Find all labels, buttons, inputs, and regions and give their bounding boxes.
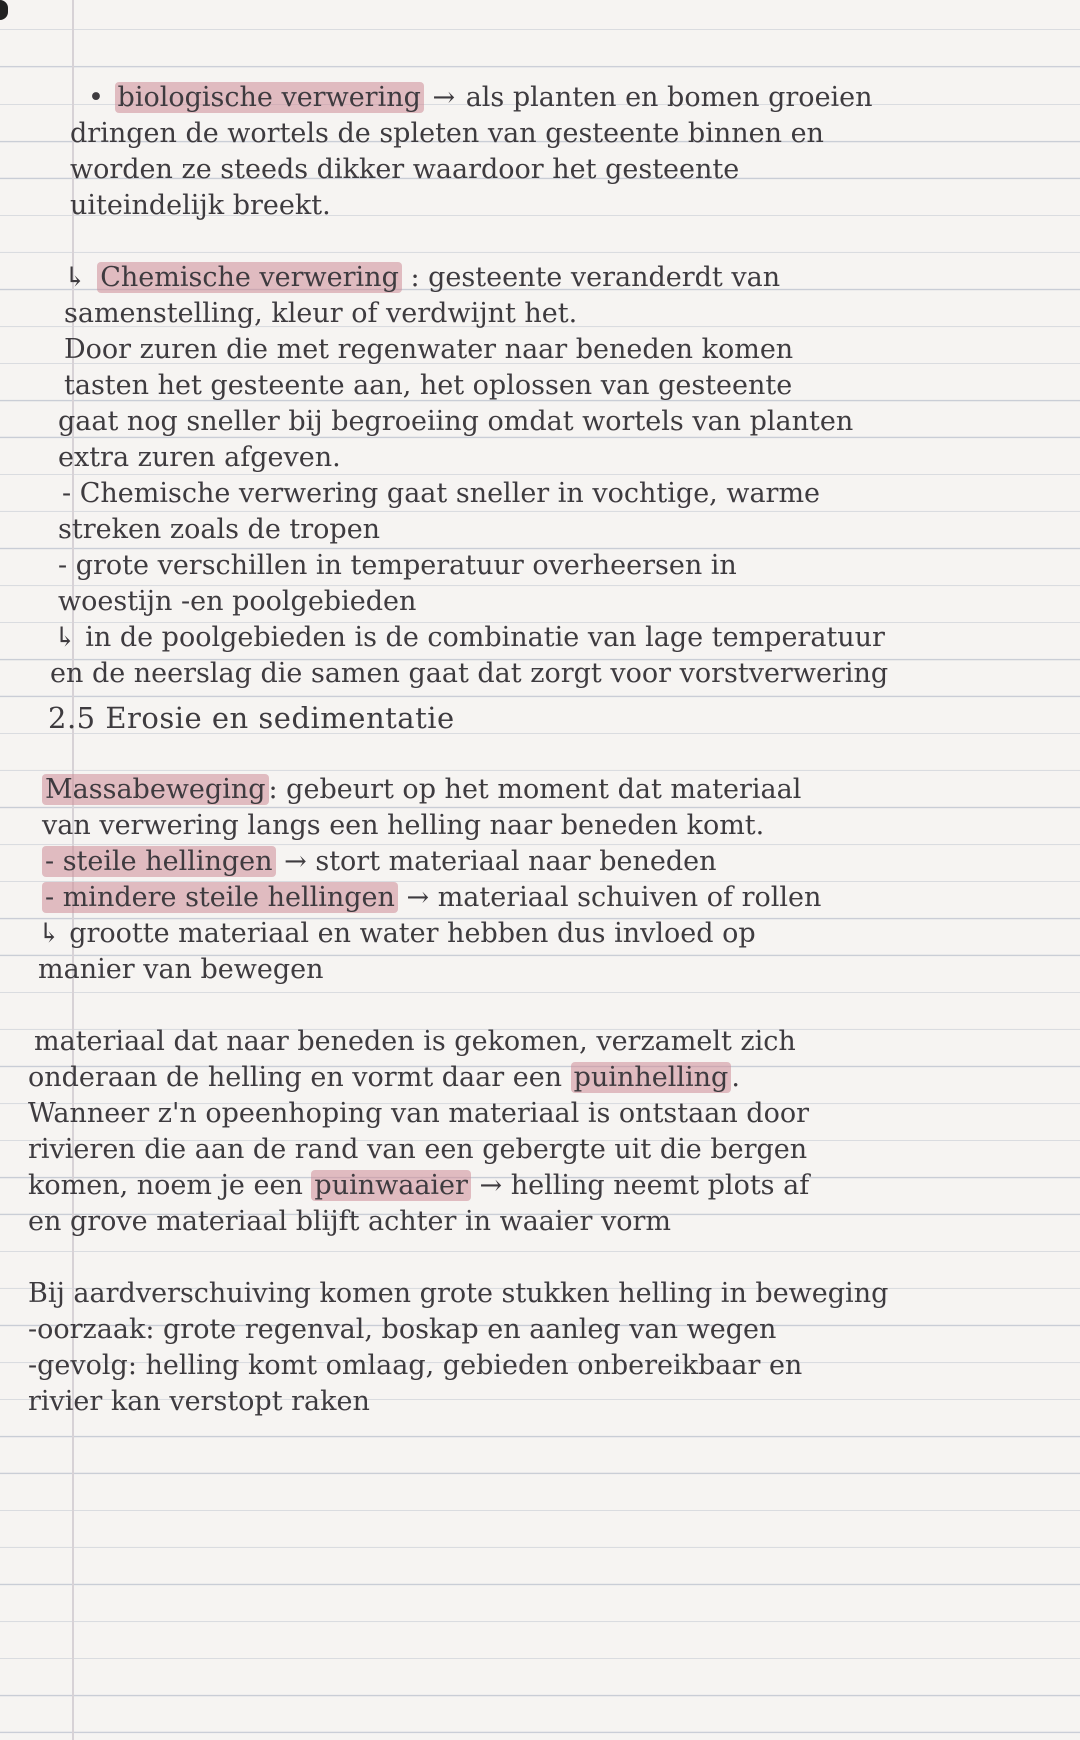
chem-line-8: streken zoals de tropen <box>58 514 381 545</box>
term-chemische-verwering: Chemische verwering <box>97 262 402 293</box>
chem-line-12: en de neerslag die samen gaat dat zorgt voor vorstverwering <box>50 658 889 689</box>
bullet-icon: • <box>88 82 104 113</box>
debris-line-2-text: onderaan de helling en vormt daar een <box>28 1062 571 1093</box>
debris-line-2-end: . <box>731 1062 740 1093</box>
landslide-line-2: -oorzaak: grote regenval, boskap en aanleg van wegen <box>28 1314 777 1345</box>
binder-hole-mark <box>0 0 8 20</box>
bio-line-2: dringen de wortels de spleten van gesteente binnen en <box>70 118 824 149</box>
term-steile-hellingen: - steile hellingen <box>42 846 276 877</box>
bio-line-3: worden ze steeds dikker waardoor het gesteente <box>70 154 740 185</box>
chem-line-4: tasten het gesteente aan, het oplossen van gesteente <box>64 370 793 401</box>
arrow-return-icon: ↳ <box>64 262 87 293</box>
debris-line-5-text: komen, noem je een <box>28 1170 312 1201</box>
mass-line-4 <box>28 880 1058 916</box>
bio-line-1 <box>28 80 1058 116</box>
landslide-line-3: -gevolg: helling komt omlaag, gebieden onbereikbaar en <box>28 1350 803 1381</box>
chem-line-11: ↳ in de poolgebieden is de combinatie van lage temperatuur <box>54 622 885 653</box>
chem-line-1-text: : gesteente veranderdt van <box>410 262 781 293</box>
mass-line-1-text: : gebeurt op het moment dat materiaal <box>268 774 802 805</box>
term-puinhelling: puinhelling <box>571 1062 732 1093</box>
spacer <box>28 224 1058 260</box>
bio-line-4: uiteindelijk breekt. <box>70 190 331 221</box>
chem-line-1 <box>28 260 1058 296</box>
spacer <box>28 988 1058 1024</box>
mass-line-1 <box>28 772 1058 808</box>
handwritten-notes <box>28 80 1058 1420</box>
debris-line-3: Wanneer z'n opeenhoping van materiaal is ontstaan door <box>28 1098 809 1129</box>
debris-line-1: materiaal dat naar beneden is gekomen, verzamelt zich <box>34 1026 796 1057</box>
mass-line-4-text: → materiaal schuiven of rollen <box>397 882 822 913</box>
section-heading: 2.5 Erosie en sedimentatie <box>48 701 455 735</box>
debris-line-6: en grove materiaal blijft achter in waaier vorm <box>28 1206 672 1237</box>
mass-line-5: ↳ grootte materiaal en water hebben dus invloed op <box>38 918 756 949</box>
arrow-right-icon: → <box>432 82 456 113</box>
chem-line-7: - Chemische verwering gaat sneller in vochtige, warme <box>62 478 821 509</box>
mass-line-2: van verwering langs een helling naar beneden komt. <box>42 810 765 841</box>
mass-line-6: manier van bewegen <box>38 954 324 985</box>
debris-line-5 <box>28 1168 1058 1204</box>
landslide-line-1: Bij aardverschuiving komen grote stukken helling in beweging <box>28 1278 889 1309</box>
chem-line-9: - grote verschillen in temperatuur overheersen in <box>58 550 737 581</box>
spacer <box>28 1240 1058 1276</box>
debris-line-2 <box>28 1060 1058 1096</box>
bio-line-1-text: als planten en bomen groeien <box>465 82 873 113</box>
chem-line-5: gaat nog sneller bij begroeiing omdat wortels van planten <box>58 406 854 437</box>
debris-line-5-end: → helling neemt plots af <box>470 1170 810 1201</box>
chem-line-10: woestijn -en poolgebieden <box>58 586 417 617</box>
term-massabeweging: Massabeweging <box>42 774 269 805</box>
chem-line-6: extra zuren afgeven. <box>58 442 341 473</box>
term-puinwaaier: puinwaaier <box>311 1170 471 1201</box>
term-mindere-steile-hellingen: - mindere steile hellingen <box>42 882 398 913</box>
landslide-line-4: rivier kan verstopt raken <box>28 1386 370 1417</box>
chem-line-3: Door zuren die met regenwater naar beneden komen <box>64 334 794 365</box>
mass-line-3 <box>28 844 1058 880</box>
mass-line-3-text: → stort materiaal naar beneden <box>275 846 717 877</box>
spacer <box>28 736 1058 772</box>
term-biologische-verwering: biologische verwering <box>115 82 424 113</box>
chem-line-2: samenstelling, kleur of verdwijnt het. <box>64 298 578 329</box>
debris-line-4: rivieren die aan de rand van een gebergte uit die bergen <box>28 1134 808 1165</box>
